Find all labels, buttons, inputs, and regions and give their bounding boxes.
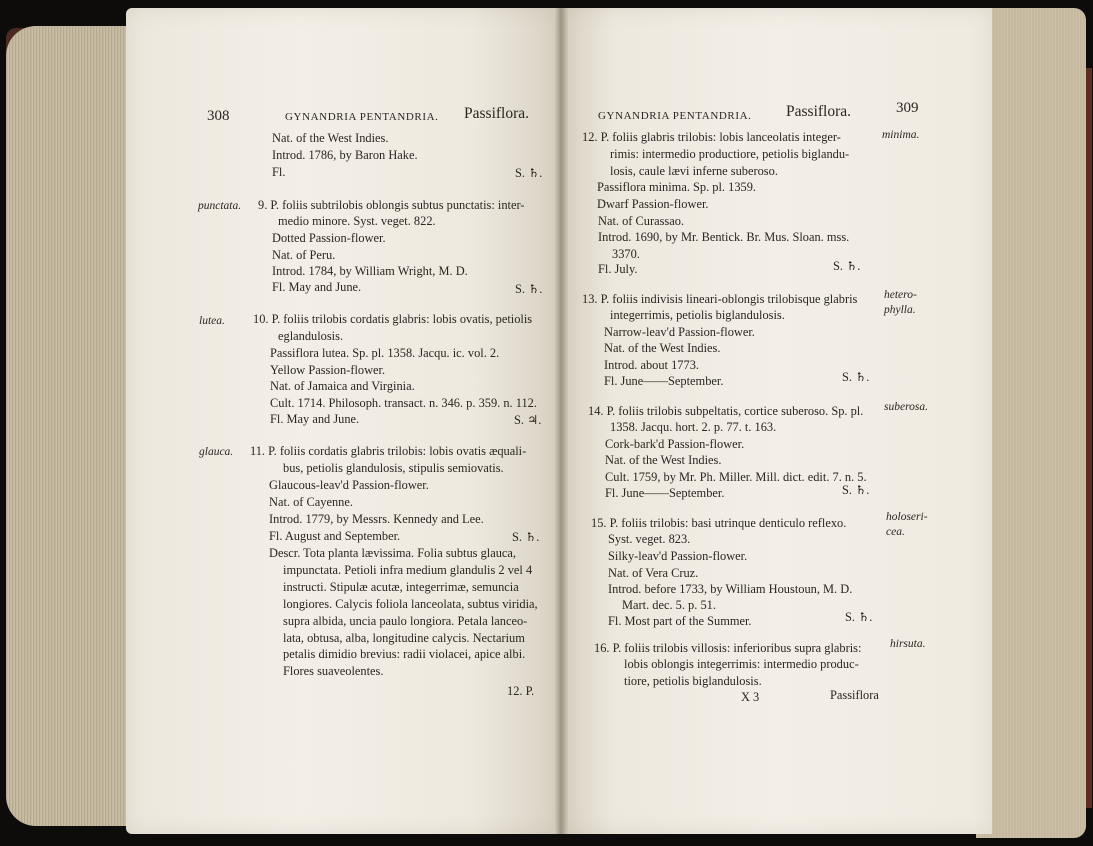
text-line: Yellow Passion-flower. <box>270 363 386 377</box>
text-line: supra albida, uncia paulo longiora. Petala lanceo- <box>283 614 528 628</box>
text-line: Flores suaveolentes. <box>283 664 384 678</box>
text-line: Introd. 1786, by Baron Hake. <box>272 148 418 162</box>
margin-label: lutea. <box>199 315 225 327</box>
text-line: Fl. Most part of the Summer. <box>608 614 752 628</box>
margin-label: suberosa. <box>884 401 928 413</box>
text-line: lata, obtusa, alba, longitudine calycis. Nectarium <box>283 631 525 645</box>
text-line: Nat. of the West Indies. <box>604 341 721 355</box>
text-line: S. ♄. <box>845 610 873 624</box>
text-line: impunctata. Petioli infra medium glandulis 2 vel 4 <box>283 563 533 577</box>
text-line: 10. P. foliis trilobis cordatis glabris: lobis ovatis, petiolis <box>253 312 533 326</box>
text-line: 9. P. foliis subtrilobis oblongis subtus punctatis: inter- <box>258 198 525 212</box>
text-line: 12. P. foliis glabris trilobis: lobis lanceolatis integer- <box>582 130 841 144</box>
text-line: Cult. 1759, by Mr. Ph. Miller. Mill. dict. edit. 7. n. 5. <box>605 470 867 484</box>
text-line: Silky-leav'd Passion-flower. <box>608 549 748 563</box>
text-line: Dotted Passion-flower. <box>272 231 386 245</box>
page-number: 309 <box>896 100 919 116</box>
text-line: Nat. of Jamaica and Virginia. <box>270 379 415 393</box>
text-line: Passiflora lutea. Sp. pl. 1358. Jacqu. ic. vol. 2. <box>270 346 500 360</box>
text-line: Cork-bark'd Passion-flower. <box>605 437 745 451</box>
text-line: Nat. of Vera Cruz. <box>608 566 699 580</box>
margin-label: phylla. <box>884 304 916 316</box>
page-edges-left <box>6 26 141 826</box>
text-line: bus, petiolis glandulosis, stipulis semiovatis. <box>283 461 504 475</box>
text-line: Syst. veget. 823. <box>608 532 691 546</box>
catchword: 12. P. <box>507 684 535 698</box>
running-header-genus: Passiflora. <box>786 103 852 120</box>
text-line: S. ♄. <box>512 530 540 544</box>
text-line: Nat. of Peru. <box>272 248 336 262</box>
text-line: petalis dimidio brevius: radii violacei, apice albi. <box>283 647 526 661</box>
text-line: Fl. July. <box>598 262 638 276</box>
text-line: Fl. <box>272 165 286 179</box>
text-line: tiore, petiolis biglandulosis. <box>624 674 762 688</box>
text-line: Cult. 1714. Philosoph. transact. n. 346. p. 359. n. 112. <box>270 396 537 410</box>
text-line: S. ♄. <box>515 282 543 296</box>
text-line: medio minore. Syst. veget. 822. <box>278 214 436 228</box>
text-line: Nat. of the West Indies. <box>605 453 722 467</box>
running-header-class: GYNANDRIA PENTANDRIA. <box>285 111 439 123</box>
book <box>6 8 1086 838</box>
text-line: lobis oblongis integerrimis: intermedio produc- <box>624 657 859 671</box>
text-line: Fl. August and September. <box>269 529 401 543</box>
text-line: 1358. Jacqu. hort. 2. p. 77. t. 163. <box>610 420 777 434</box>
margin-label: punctata. <box>198 200 242 212</box>
text-line: Descr. Tota planta lævissima. Folia subtus glauca, <box>269 546 517 560</box>
text-line: Nat. of the West Indies. <box>272 131 389 145</box>
text-line: Narrow-leav'd Passion-flower. <box>604 325 755 339</box>
text-line: Fl. May and June. <box>272 280 362 294</box>
text-line: Dwarf Passion-flower. <box>597 197 709 211</box>
margin-label: glauca. <box>199 446 234 458</box>
text-line: integerrimis, petiolis biglandulosis. <box>610 308 785 322</box>
text-line: longiores. Calycis foliola lanceolata, subtus viridia, <box>283 597 538 611</box>
text-line: S. ♄. <box>842 370 870 384</box>
text-line: Fl. June——September. <box>604 374 724 388</box>
margin-label: hirsuta. <box>890 638 926 650</box>
text-line: 15. P. foliis trilobis: basi utrinque denticulo reflexo. <box>591 516 847 530</box>
page-number: 308 <box>207 108 230 124</box>
text-line: losis, caule lævi inferne suberoso. <box>610 164 778 178</box>
signature-mark: X 3 <box>741 690 760 704</box>
text-line: Introd. 1784, by William Wright, M. D. <box>272 264 468 278</box>
text-line: 3370. <box>612 247 640 261</box>
catchword: Passiflora <box>830 688 879 702</box>
text-line: 11. P. foliis cordatis glabris trilobis: lobis ovatis æquali- <box>250 444 527 458</box>
text-line: Nat. of Cayenne. <box>269 495 353 509</box>
text-line: Introd. 1690, by Mr. Bentick. Br. Mus. Sloan. mss. <box>598 230 850 244</box>
text-line: rimis: intermedio productiore, petiolis biglandu- <box>610 147 850 161</box>
margin-label: hetero- <box>884 289 917 301</box>
text-line: Introd. before 1733, by William Houstoun, M. D. <box>608 582 853 596</box>
margin-label: holoseri- <box>886 511 928 523</box>
text-line: eglandulosis. <box>278 329 344 343</box>
text-line: Mart. dec. 5. p. 51. <box>622 598 716 612</box>
text-line: S. ♄. <box>515 166 543 180</box>
book-gutter <box>554 8 568 834</box>
text-line: 13. P. foliis indivisis lineari-oblongis trilobisque glabris <box>582 292 858 306</box>
margin-label: cea. <box>886 526 905 538</box>
text-line: S. ♃. <box>514 413 542 427</box>
text-line: 16. P. foliis trilobis villosis: inferioribus supra glabris: <box>594 641 862 655</box>
margin-label: minima. <box>882 129 920 141</box>
text-line: Introd. about 1773. <box>604 358 699 372</box>
page-edges-right <box>976 8 1086 838</box>
text-line: S. ♄. <box>842 483 870 497</box>
text-line: Nat. of Curassao. <box>598 214 685 228</box>
text-line: Fl. June——September. <box>605 486 725 500</box>
running-header-class: GYNANDRIA PENTANDRIA. <box>598 110 752 122</box>
text-line: S. ♄. <box>833 259 861 273</box>
text-line: Fl. May and June. <box>270 412 360 426</box>
text-line: instructi. Stipulæ acutæ, integerrimæ, semuncia <box>283 580 519 594</box>
text-line: Introd. 1779, by Messrs. Kennedy and Lee. <box>269 512 484 526</box>
running-header-genus: Passiflora. <box>464 105 530 122</box>
text-line: Passiflora minima. Sp. pl. 1359. <box>597 180 757 194</box>
text-line: 14. P. foliis trilobis subpeltatis, cortice suberoso. Sp. pl. <box>588 404 864 418</box>
text-line: Glaucous-leav'd Passion-flower. <box>269 478 429 492</box>
